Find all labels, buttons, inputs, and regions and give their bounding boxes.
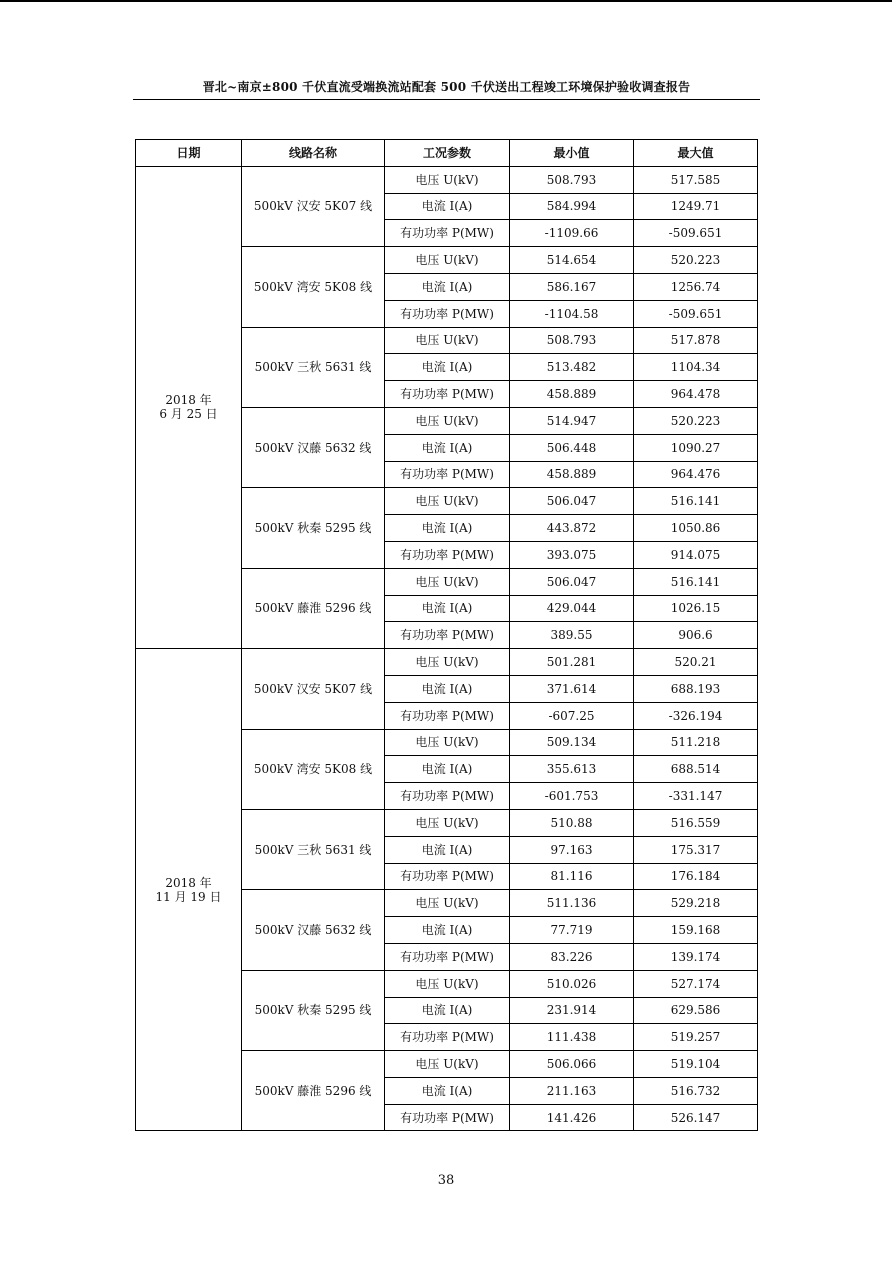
table-row — [136, 649, 758, 676]
parameter-cell: 电压 U(kV) — [385, 649, 510, 676]
line-name-cell: 500kV 秋秦 5295 线 — [242, 970, 385, 1050]
date-text: 6 月 25 日 — [159, 407, 218, 422]
min-value-cell: 584.994 — [510, 193, 634, 220]
max-value-cell: -326.194 — [634, 702, 758, 729]
parameter-cell: 有功功率 P(MW) — [385, 1024, 510, 1051]
parameter-cell: 电流 I(A) — [385, 836, 510, 863]
min-value-cell: 211.163 — [510, 1077, 634, 1104]
min-value-cell: 429.044 — [510, 595, 634, 622]
parameter-cell: 有功功率 P(MW) — [385, 381, 510, 408]
max-value-cell: 914.075 — [634, 541, 758, 568]
date-cell — [136, 166, 242, 648]
min-value-cell: 443.872 — [510, 515, 634, 542]
column-header-date: 日期 — [136, 140, 242, 167]
date-text: 2018 年 — [165, 875, 212, 890]
table-row — [136, 166, 758, 193]
max-value-cell: 527.174 — [634, 970, 758, 997]
line-name-cell: 500kV 湾安 5K08 线 — [242, 729, 385, 809]
max-value-cell: 1050.86 — [634, 515, 758, 542]
max-value-cell: 906.6 — [634, 622, 758, 649]
parameter-cell: 电压 U(kV) — [385, 166, 510, 193]
max-value-cell: 511.218 — [634, 729, 758, 756]
line-name-cell: 500kV 三秋 5631 线 — [242, 327, 385, 407]
min-value-cell: 510.026 — [510, 970, 634, 997]
line-name-cell: 500kV 汉安 5K07 线 — [242, 166, 385, 246]
max-value-cell: 1026.15 — [634, 595, 758, 622]
line-name-cell: 500kV 秋秦 5295 线 — [242, 488, 385, 568]
min-value-cell: 371.614 — [510, 675, 634, 702]
max-value-cell: 139.174 — [634, 943, 758, 970]
max-value-cell: 520.223 — [634, 247, 758, 274]
parameter-cell: 电流 I(A) — [385, 515, 510, 542]
line-name-cell: 500kV 汉藤 5632 线 — [242, 407, 385, 487]
parameter-cell: 有功功率 P(MW) — [385, 541, 510, 568]
parameter-cell: 电压 U(kV) — [385, 729, 510, 756]
max-value-cell: 1256.74 — [634, 273, 758, 300]
table-header-row — [136, 140, 758, 167]
min-value-cell: 97.163 — [510, 836, 634, 863]
min-value-cell: 506.047 — [510, 568, 634, 595]
line-name-cell: 500kV 三秋 5631 线 — [242, 809, 385, 889]
min-value-cell: 458.889 — [510, 461, 634, 488]
min-value-cell: 514.654 — [510, 247, 634, 274]
parameter-cell: 电流 I(A) — [385, 997, 510, 1024]
max-value-cell: 964.478 — [634, 381, 758, 408]
max-value-cell: -509.651 — [634, 220, 758, 247]
parameter-cell: 电流 I(A) — [385, 1077, 510, 1104]
parameter-cell: 电流 I(A) — [385, 675, 510, 702]
max-value-cell: 517.878 — [634, 327, 758, 354]
max-value-cell: 519.104 — [634, 1051, 758, 1078]
parameter-cell: 电流 I(A) — [385, 917, 510, 944]
min-value-cell: 77.719 — [510, 917, 634, 944]
parameter-cell: 电压 U(kV) — [385, 809, 510, 836]
parameter-cell: 电压 U(kV) — [385, 327, 510, 354]
max-value-cell: 520.21 — [634, 649, 758, 676]
column-header-parameter: 工况参数 — [385, 140, 510, 167]
min-value-cell: 513.482 — [510, 354, 634, 381]
max-value-cell: 516.141 — [634, 488, 758, 515]
parameter-cell: 有功功率 P(MW) — [385, 702, 510, 729]
max-value-cell: 520.223 — [634, 407, 758, 434]
max-value-cell: 516.141 — [634, 568, 758, 595]
min-value-cell: -1109.66 — [510, 220, 634, 247]
max-value-cell: -509.651 — [634, 300, 758, 327]
parameter-cell: 电压 U(kV) — [385, 568, 510, 595]
parameter-cell: 电压 U(kV) — [385, 488, 510, 515]
parameter-cell: 有功功率 P(MW) — [385, 300, 510, 327]
min-value-cell: 510.88 — [510, 809, 634, 836]
min-value-cell: 506.047 — [510, 488, 634, 515]
parameter-cell: 有功功率 P(MW) — [385, 622, 510, 649]
parameter-cell: 电流 I(A) — [385, 273, 510, 300]
line-name-cell: 500kV 汉藤 5632 线 — [242, 890, 385, 970]
max-value-cell: 526.147 — [634, 1104, 758, 1131]
min-value-cell: 458.889 — [510, 381, 634, 408]
header-divider — [133, 99, 760, 100]
max-value-cell: 688.514 — [634, 756, 758, 783]
max-value-cell: 529.218 — [634, 890, 758, 917]
min-value-cell: 586.167 — [510, 273, 634, 300]
date-cell — [136, 649, 242, 1131]
min-value-cell: 231.914 — [510, 997, 634, 1024]
parameter-cell: 电压 U(kV) — [385, 970, 510, 997]
line-name-cell: 500kV 汉安 5K07 线 — [242, 649, 385, 729]
max-value-cell: 159.168 — [634, 917, 758, 944]
max-value-cell: 519.257 — [634, 1024, 758, 1051]
max-value-cell: 964.476 — [634, 461, 758, 488]
min-value-cell: 83.226 — [510, 943, 634, 970]
column-header-max: 最大值 — [634, 140, 758, 167]
min-value-cell: 508.793 — [510, 327, 634, 354]
column-header-min: 最小值 — [510, 140, 634, 167]
parameter-cell: 电流 I(A) — [385, 595, 510, 622]
line-name-cell: 500kV 湾安 5K08 线 — [242, 247, 385, 327]
min-value-cell: 509.134 — [510, 729, 634, 756]
min-value-cell: -1104.58 — [510, 300, 634, 327]
max-value-cell: 629.586 — [634, 997, 758, 1024]
parameter-cell: 电流 I(A) — [385, 434, 510, 461]
min-value-cell: 508.793 — [510, 166, 634, 193]
max-value-cell: 517.585 — [634, 166, 758, 193]
max-value-cell: 516.732 — [634, 1077, 758, 1104]
min-value-cell: 393.075 — [510, 541, 634, 568]
operating-conditions-table — [135, 139, 758, 1131]
min-value-cell: 511.136 — [510, 890, 634, 917]
parameter-cell: 电流 I(A) — [385, 354, 510, 381]
min-value-cell: 501.281 — [510, 649, 634, 676]
min-value-cell: 389.55 — [510, 622, 634, 649]
top-border-line — [0, 0, 892, 2]
parameter-cell: 电压 U(kV) — [385, 1051, 510, 1078]
parameter-cell: 电压 U(kV) — [385, 890, 510, 917]
parameter-cell: 有功功率 P(MW) — [385, 863, 510, 890]
max-value-cell: 1104.34 — [634, 354, 758, 381]
report-header-title: 晋北~南京±800 千伏直流受端换流站配套 500 千伏送出工程竣工环境保护验收调查报告 — [202, 80, 691, 94]
max-value-cell: 176.184 — [634, 863, 758, 890]
parameter-cell: 电压 U(kV) — [385, 407, 510, 434]
min-value-cell: -601.753 — [510, 783, 634, 810]
min-value-cell: 506.448 — [510, 434, 634, 461]
max-value-cell: -331.147 — [634, 783, 758, 810]
max-value-cell: 175.317 — [634, 836, 758, 863]
min-value-cell: 141.426 — [510, 1104, 634, 1131]
max-value-cell: 1090.27 — [634, 434, 758, 461]
max-value-cell: 516.559 — [634, 809, 758, 836]
date-text: 11 月 19 日 — [155, 889, 222, 904]
parameter-cell: 电流 I(A) — [385, 756, 510, 783]
parameter-cell: 有功功率 P(MW) — [385, 1104, 510, 1131]
parameter-cell: 有功功率 P(MW) — [385, 943, 510, 970]
line-name-cell: 500kV 藤淮 5296 线 — [242, 1051, 385, 1131]
page-number: 38 — [437, 1173, 455, 1188]
line-name-cell: 500kV 藤淮 5296 线 — [242, 568, 385, 648]
min-value-cell: 506.066 — [510, 1051, 634, 1078]
date-text: 2018 年 — [165, 393, 212, 408]
column-header-line-name: 线路名称 — [242, 140, 385, 167]
parameter-cell: 有功功率 P(MW) — [385, 461, 510, 488]
min-value-cell: 111.438 — [510, 1024, 634, 1051]
parameter-cell: 有功功率 P(MW) — [385, 783, 510, 810]
max-value-cell: 688.193 — [634, 675, 758, 702]
min-value-cell: 81.116 — [510, 863, 634, 890]
min-value-cell: -607.25 — [510, 702, 634, 729]
parameter-cell: 电压 U(kV) — [385, 247, 510, 274]
parameter-cell: 有功功率 P(MW) — [385, 220, 510, 247]
min-value-cell: 514.947 — [510, 407, 634, 434]
min-value-cell: 355.613 — [510, 756, 634, 783]
parameter-cell: 电流 I(A) — [385, 193, 510, 220]
max-value-cell: 1249.71 — [634, 193, 758, 220]
